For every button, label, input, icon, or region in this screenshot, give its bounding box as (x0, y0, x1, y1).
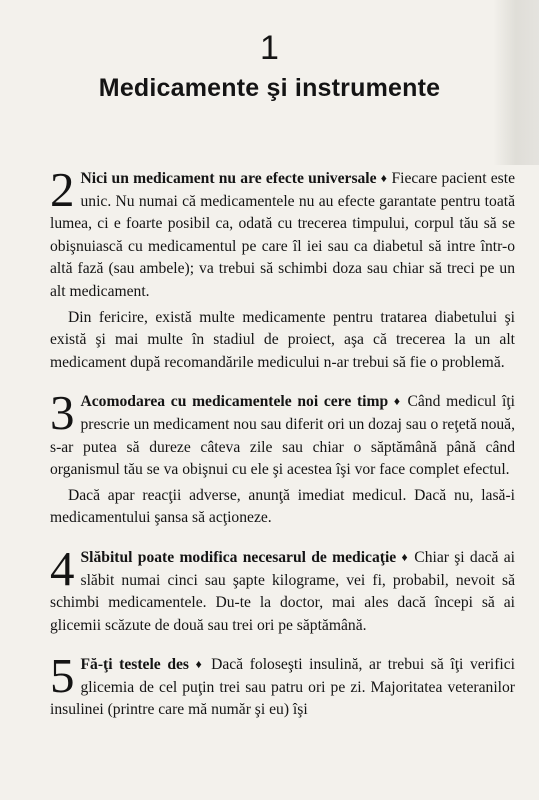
tip-block (50, 385, 515, 530)
tip-body: Când medicul îţi prescrie un medicament nou sau diferit ori un dozaj sau o reţetă nouă, s-ar putea să dureze câteva zile sau chiar o săptămână până când organismul tău se va obişnui cu ele şi acestea îşi vor face complet efectul. (50, 393, 515, 479)
tip-heading: Fă-ţi testele des (80, 656, 189, 674)
tip-heading: Acomodarea cu medicamentele noi cere timp (80, 393, 389, 411)
diamond-separator-icon: ♦ (195, 657, 205, 672)
tip-number: 2 (50, 162, 75, 217)
diamond-separator-icon: ♦ (393, 394, 402, 409)
tip-paragraph (50, 648, 516, 722)
tip-number: 4 (50, 540, 75, 596)
tip-number: 5 (50, 648, 75, 704)
tip-heading: Slăbitul poate modifica necesarul de medicaţie (80, 548, 397, 566)
chapter-number: 1 (260, 29, 279, 67)
tip-block (50, 162, 516, 374)
tip-number: 3 (50, 385, 75, 441)
tip-block (50, 540, 515, 637)
tip-body: Dacă foloseşti insulină, ar trebui să îţi verifici glicemia de cel puţin trei sau patru ori pe zi. Majoritatea veteranilor insulinei (printre care mă număr şi eu) îşi (50, 656, 516, 719)
tip-paragraph (50, 162, 516, 304)
tip-paragraph (50, 385, 515, 481)
chapter-title: Medicamente şi instrumente (98, 74, 441, 102)
chapter-body (50, 162, 516, 725)
tip-followup-paragraph: Din fericire, există multe medicamente pentru tratarea diabetului şi există şi mai multe în stadiul de proiect, aşa că trecerea la un alt medicament după recomandările medicului n-ar trebui să fie o problemă. (50, 308, 515, 371)
tip-followup-paragraph: Dacă apar reacţii adverse, anunţă imediat medicul. Dacă nu, lasă-i medicamentului şansa să acţioneze. (50, 486, 515, 527)
tip-heading: Nici un medicament nu are efecte universale (80, 170, 377, 187)
tip-body: Chiar şi dacă ai slăbit numai cinci sau şapte kilograme, vei fi, probabil, nevoit să schimbi medicamentele. Du-te la doctor, mai ales dacă începi să ai glicemii scăzute de două sau trei ori pe săptămână. (50, 548, 515, 634)
diamond-separator-icon: ♦ (380, 171, 388, 185)
diamond-separator-icon: ♦ (401, 549, 410, 564)
tip-body: Fiecare pacient este unic. Nu numai că medicamentele nu au efecte garantate pentru toată lumea, ci e foarte posibil ca, odată cu trecerea timpului, corpul tău să se obişnuiască cu medicamentul pe care îl iei sau ca diabetul să intre într-o altă fază (sau ambele); va trebui să schimbi doza sau chiar să treci pe un alt medicament. (50, 170, 516, 300)
tip-paragraph (50, 540, 515, 637)
tip-block (50, 648, 516, 722)
